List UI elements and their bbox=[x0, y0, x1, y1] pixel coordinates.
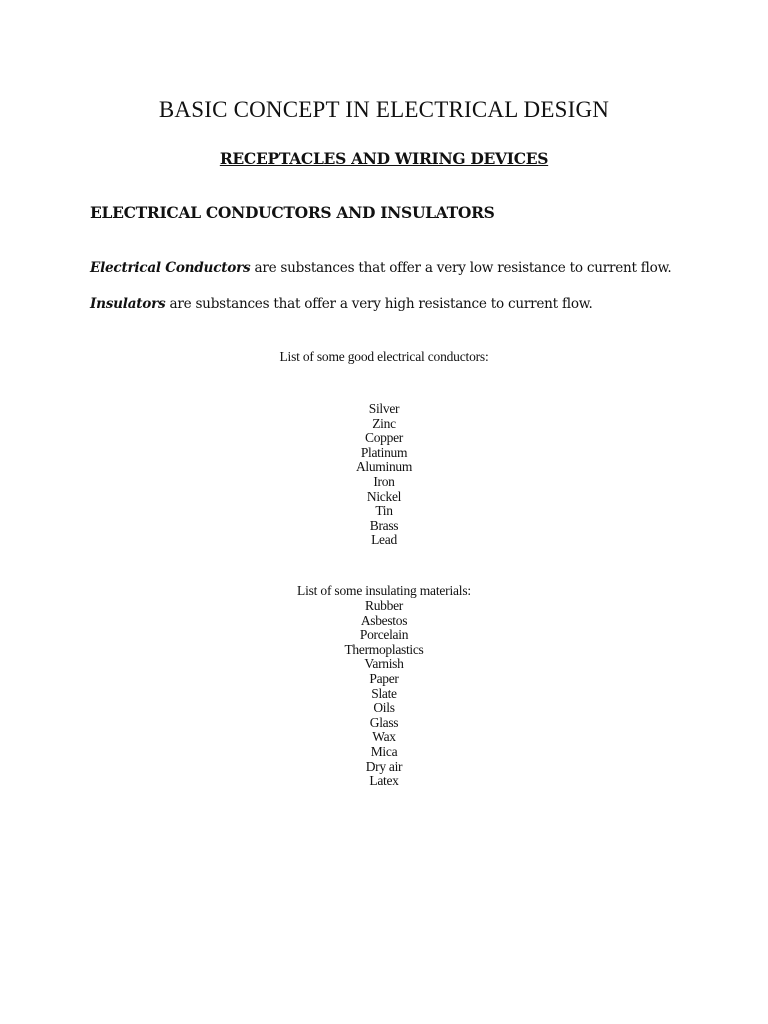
insulators-term: Insulators bbox=[90, 296, 166, 312]
list-item: Oils bbox=[373, 700, 395, 716]
list-item: Mica bbox=[370, 743, 398, 759]
list-item: Paper bbox=[369, 670, 399, 686]
list-item: Wax bbox=[372, 729, 396, 745]
list-item: Zinc bbox=[372, 415, 396, 431]
list-item: Nickel bbox=[366, 488, 402, 504]
list-item: Aluminum bbox=[355, 459, 413, 475]
insulators-definition-text: are substances that offer a very high resistance to current flow. bbox=[165, 296, 593, 312]
list-item: Lead bbox=[371, 532, 397, 548]
conductors-definition bbox=[90, 258, 671, 278]
list-item: Copper bbox=[365, 430, 403, 446]
document-title: BASIC CONCEPT IN ELECTRICAL DESIGN bbox=[158, 97, 610, 122]
list-item: Porcelain bbox=[359, 627, 409, 643]
conductors-list-caption: List of some good electrical conductors: bbox=[279, 349, 489, 364]
conductors-term: Electrical Conductors bbox=[90, 260, 251, 276]
list-item: Platinum bbox=[360, 444, 408, 460]
list-item: Slate bbox=[371, 685, 397, 701]
conductors-definition-text: are substances that offer a very low resistance to current flow. bbox=[250, 260, 672, 276]
insulators-list-caption: List of some insulating materials: bbox=[297, 583, 471, 598]
list-item: Thermoplastics bbox=[344, 641, 424, 657]
list-item: Glass bbox=[369, 714, 399, 730]
list-item: Tin bbox=[375, 503, 393, 519]
section-heading: ELECTRICAL CONDUCTORS AND INSULATORS bbox=[90, 203, 495, 222]
list-item: Dry air bbox=[365, 758, 403, 774]
list-item: Latex bbox=[369, 773, 399, 789]
list-item: Varnish bbox=[364, 656, 404, 672]
list-item: Silver bbox=[368, 401, 400, 416]
insulators-list bbox=[0, 599, 768, 789]
document-subtitle: RECEPTACLES AND WIRING DEVICES bbox=[219, 149, 549, 168]
list-item: Brass bbox=[369, 517, 399, 533]
list-item: Asbestos bbox=[360, 612, 408, 628]
conductors-list bbox=[0, 402, 768, 548]
list-item: Iron bbox=[373, 473, 395, 489]
insulators-definition bbox=[90, 294, 593, 314]
list-item: Rubber bbox=[365, 598, 403, 613]
